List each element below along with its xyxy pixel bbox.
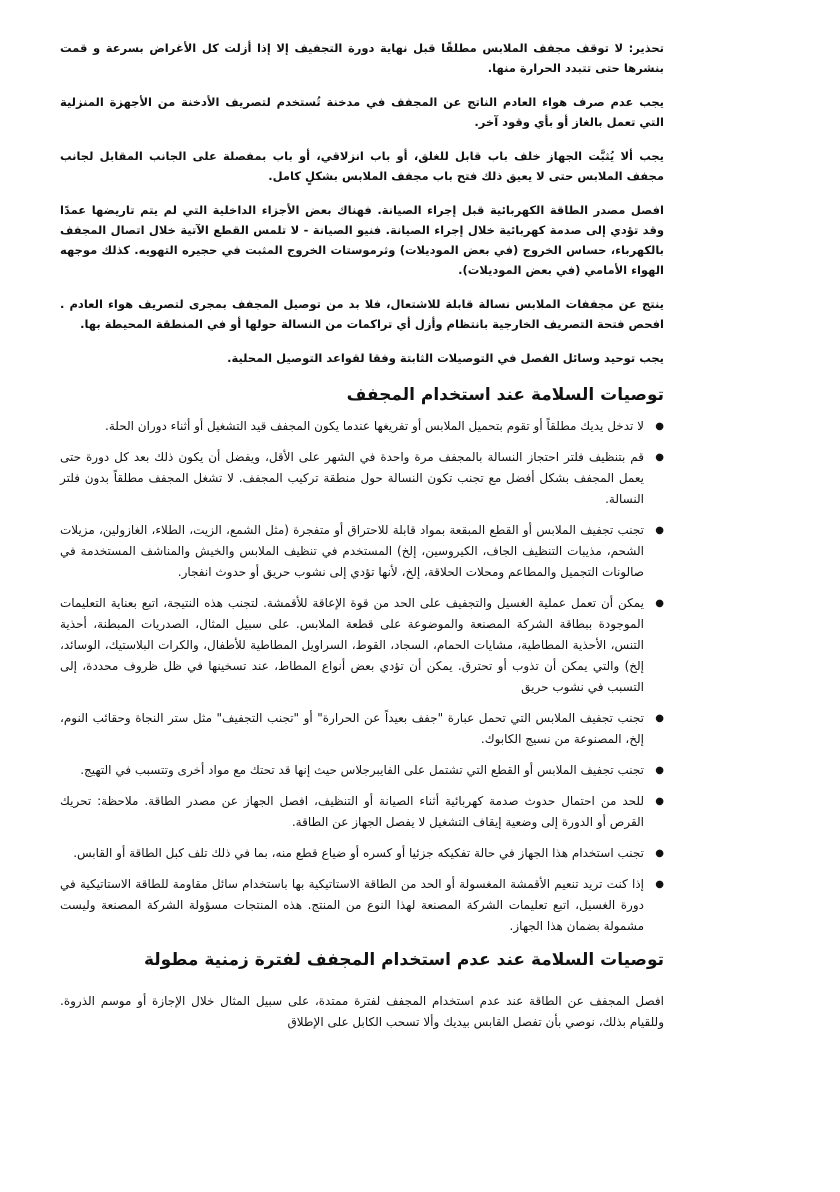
list-item: ● يمكن أن تعمل عملية الغسيل والتجفيف على الحد من قوة الإعاقة للأقمشة. لتجنب هذه النتيجة، اتبع بعناية التعليمات الموجودة ببطاقة الشركة المصنعة والموضوعة على قطعة الملابس. على سبيل المثال، الصدريات المبطنة، أحذية التنس، الأحذية المطاطية، مشايات الحمام، السجاد، القوط، السراويل المطاطية للأطفال، والكرات البلاستيك، الوسائد، إلخ) والتي يمكن أن تذوب أو تحترق. يمكن أن تؤدي بعض أنواع المطاط، عند تسخينها في ظل ظروف محددة، إلى التسبب في نشوب حريق xyxy=(60,593,664,698)
bullet-icon: ● xyxy=(655,421,664,432)
usage-recommendations-list xyxy=(60,416,664,937)
warning-paragraph: يجب توحيد وسائل الفصل في التوصيلات الثابتة وفقا لقواعد التوصيل المحلية. xyxy=(227,351,664,365)
document-page xyxy=(60,38,664,1033)
bullet-icon: ● xyxy=(655,525,664,536)
bullet-icon: ● xyxy=(655,765,664,776)
warning-paragraph: ينتج عن مجففات الملابس نسالة قابلة للاشتعال، فلا بد من توصيل المجفف بمجرى لتصريف هواء العادم . افحص فتحة التصريف الخارجية بانتظام وأزل أي تراكمات من النسالة حولها أو في المنطقة المحيطة بها. xyxy=(60,297,664,331)
list-item: ● لا تدخل يديك مطلقاً أو تقوم بتحميل الملابس أو تفريغها عندما يكون المجفف قيد التشغيل أو أثناء دوران الحلة. xyxy=(60,416,664,437)
list-item: ● إذا كنت تريد تنعيم الأقمشة المغسولة أو الحد من الطاقة الاستاتيكية بها باستخدام سائل مقاومة للطاقة الاستاتيكية في دورة الغسيل، اتبع تعليمات الشركة المصنعة لهذا النوع من المنتج. هذه المنتجات مسؤولة الشركة المصنعة وليست مشمولة بضمان هذا الجهاز. xyxy=(60,874,664,937)
list-item: ● تجنب استخدام هذا الجهاز في حالة تفكيكه جزئيا أو كسره أو ضياع قطع منه، بما في ذلك تلف كبل الطاقة أو القابس. xyxy=(60,843,664,864)
storage-paragraph: افصل المجفف عن الطاقة عند عدم استخدام المجفف لفترة ممتدة، على سبيل المثال خلال الإجازة أو موسم الذروة. وللقيام بذلك، نوصي بأن تفصل القابس بيديك وألا تسحب الكابل على الإطلاق xyxy=(60,994,664,1029)
bullet-icon: ● xyxy=(655,879,664,890)
bullet-icon: ● xyxy=(655,796,664,807)
warning-paragraph: افصل مصدر الطاقة الكهربائية قبل إجراء الصيانة. فهناك بعض الأجزاء الداخلية التي لم يتم تاريضها عمدًا وقد تؤدي إلى صدمة كهربائية خلال إجراء الصيانة. فنيو الصيانة - لا تلمس القطع الآتية خلال اتصال المجفف بالكهرباء، حساس الخروج (في بعض الموديلات) وثرموستات الخروج المثبت في حجيره التهويه. كذلك موجهه الهواء الأمامي (في بعض الموديلات). xyxy=(60,203,664,277)
bullet-icon: ● xyxy=(655,598,664,609)
warning-label: تحذير: xyxy=(628,41,664,55)
list-item: ● تجنب تجفيف الملابس التي تحمل عبارة "جفف بعيداً عن الحرارة" أو "تجنب التجفيف" مثل ستر النجاة وحقائب النوم، إلخ، المصنوعة من نسيج الكابوك. xyxy=(60,708,664,750)
section-heading-storage: توصيات السلامة عند عدم استخدام المجفف لفترة زمنية مطولة xyxy=(143,950,664,970)
bullet-icon: ● xyxy=(655,713,664,724)
list-item: ● للحد من احتمال حدوث صدمة كهربائية أثناء الصيانة أو التنظيف، افصل الجهاز عن مصدر الطاقة. ملاحظة: تحريك القرص أو الدورة إلى وضعية إيقاف التشغيل لا يفصل الجهاز عن الطاقة. xyxy=(60,791,664,833)
list-item: ● تجنب تجفيف الملابس أو القطع التي تشتمل على الفايبرجلاس حيث إنها قد تحتك مع مواد أخرى وتتسبب في التهيج. xyxy=(60,760,664,781)
warning-paragraph: تحذير: لا توقف مجفف الملابس مطلقًا قبل نهاية دورة التجفيف إلا إذا أزلت كل الأغراض بسرعة و قمت بنشرها حتى تتبدد الحرارة منها. xyxy=(60,41,664,75)
list-item: ● قم بتنظيف فلتر احتجاز النسالة بالمجفف مرة واحدة في الشهر على الأقل، ويفضل أن يكون ذلك بعد كل دورة حتى يعمل المجفف بشكل أفضل مع تجنب تكون النسالة حول منطقة تركيب المجفف. لا تشغل المجفف مطلقاً بدون فلتر النسالة. xyxy=(60,447,664,510)
bullet-icon: ● xyxy=(655,848,664,859)
list-item: ● تجنب تجفيف الملابس أو القطع المبقعة بمواد قابلة للاحتراق أو متفجرة (مثل الشمع، الزيت، الطلاء، الغازولين، مزيلات الشحم، مذيبات التنظيف الجاف، الكيروسين، إلخ) المستخدم في تنظيف الملابس والخيش والمناشف المستخدمة في صالونات التجميل والمطاعم ومحلات الحلاقة، إلخ، لأنها تؤدي إلى نشوب حريق أو حدوث انفجار. xyxy=(60,520,664,583)
bullet-icon: ● xyxy=(655,452,664,463)
warning-paragraph: يجب عدم صرف هواء العادم الناتج عن المجفف في مدخنة تُستخدم لتصريف الأدخنة من الأجهزة المنزلية التي تعمل بالغاز أو بأي وقود آخر. xyxy=(60,95,664,129)
warnings-block xyxy=(60,38,664,368)
warning-paragraph: يجب ألا يُثبَّت الجهاز خلف باب قابل للغلق، أو باب انزلاقي، أو باب بمفصلة على الجانب المقابل لجانب مجفف الملابس حتى لا يعيق ذلك فتح باب مجفف الملابس بشكلٍ كامل. xyxy=(60,149,664,183)
section-heading-usage: توصيات السلامة عند استخدام المجفف xyxy=(346,385,664,405)
